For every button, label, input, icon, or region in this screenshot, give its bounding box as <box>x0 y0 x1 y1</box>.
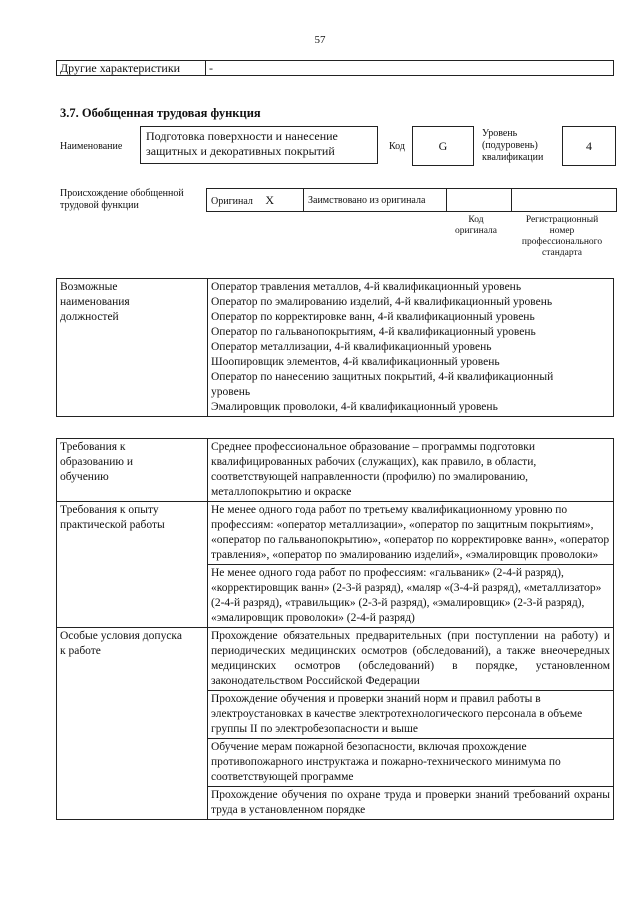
list-item: Оператор по эмалированию изделий, 4-й квалификационный уровень <box>211 296 553 308</box>
requirements-table <box>56 438 614 820</box>
table-row <box>57 628 614 691</box>
origin-table <box>206 188 617 212</box>
gtf-level-box: 4 <box>562 126 616 166</box>
list-item: Оператор по гальванопокрытиям, 4-й квалификационный уровень <box>211 326 536 338</box>
education-text: Среднее профессиональное образование – программы подготовки квалифицированных рабочих (служащих), как правило, в области, соответствующей направленности (профилю) по эмалированию, металлопокрытию и окраске <box>208 439 614 502</box>
registration-number-cell <box>512 189 617 212</box>
list-item: Шоопировщик элементов, 4-й квалификационный уровень <box>211 356 500 368</box>
list-item: Оператор по нанесению защитных покрытий, 4-й квалификационный <box>211 371 554 383</box>
original-label: Оригинал <box>211 195 253 207</box>
name-label: Наименование <box>60 141 123 152</box>
other-characteristics-table <box>56 60 614 76</box>
code-label: Код <box>389 141 405 152</box>
special-text-3: Обучение мерам пожарной безопасности, включая прохождение противопожарного инструктажа и пожарно-технического минимума по соответствующей программе <box>208 739 614 787</box>
special-text-4: Прохождение обучения по охране труда и проверки знаний требований охраны труда в установленном порядке <box>208 787 614 820</box>
gtf-name-line-1: Подготовка поверхности и нанесение <box>146 129 338 143</box>
other-characteristics-label: Другие характеристики <box>57 61 206 76</box>
list-item: Оператор металлизации, 4-й квалификационный уровень <box>211 341 492 353</box>
experience-text-1: Не менее одного года работ по третьему квалификационному уровню по профессиям: «оператор металлизации», «оператор по защитным покрытиям», «оператор по гальванопокрытию», «оператор по корректировке ванн», «оператор травления», «оператор по эмалированию изделий», «эмалировщик проволоки» <box>208 502 614 565</box>
table-row <box>57 502 614 565</box>
borrowed-label: Заимствовано из оригинала <box>304 189 447 212</box>
list-item: Оператор по корректировке ванн, 4-й квалификационный уровень <box>211 311 535 323</box>
education-label: Требования к образованию и обучению <box>57 439 208 502</box>
experience-label: Требования к опыту практической работы <box>57 502 208 628</box>
gtf-name-box <box>140 126 378 164</box>
page-number: 57 <box>314 34 326 46</box>
gtf-name-line-2: защитных и декоративных покрытий <box>146 144 335 158</box>
registration-caption: Регистрационный номер профессионального стандарта <box>521 215 603 258</box>
gtf-code-box: G <box>412 126 474 166</box>
special-conditions-label: Особые условия допуска к работе <box>57 628 208 820</box>
positions-label: Возможные наименования должностей <box>57 279 208 417</box>
positions-table <box>56 278 614 417</box>
original-code-cell <box>447 189 512 212</box>
special-text-1: Прохождение обязательных предварительных (при поступлении на работу) и периодических медицинских осмотров (обследований), а также внеочередных медицинских осмотров (обследований) в порядке, установленном законодательством Российской Федерации <box>208 628 614 691</box>
level-label: Уровень (подуровень) квалификации <box>482 128 544 163</box>
origin-original-cell <box>207 189 304 212</box>
other-characteristics-value: - <box>206 61 614 76</box>
positions-list <box>208 279 614 417</box>
section-title: 3.7. Обобщенная трудовая функция <box>60 106 261 120</box>
list-item: Оператор травления металлов, 4-й квалификационный уровень <box>211 281 522 293</box>
code-caption: Код оригинала <box>455 215 497 236</box>
table-row <box>57 439 614 502</box>
list-item: Эмалировщик проволоки, 4-й квалификационный уровень <box>211 401 498 413</box>
experience-text-2: Не менее одного года работ по профессиям: «гальваник» (2-4-й разряд), «корректировщик ванн» (2-3-й разряд), «маляр «(3-4-й разряд), «металлизатор» (2-4-й разряд), «травильщик» (2-3-й разряд), «эмалировщик» (2-3-й разряд), «эмалировщик проволоки» (2-4-й разряд) <box>208 565 614 628</box>
original-mark: X <box>265 192 275 207</box>
special-text-2: Прохождение обучения и проверки знаний норм и правил работы в электроустановках в качестве электротехнологического персонала в объеме группы II по электробезопасности и выше <box>208 691 614 739</box>
list-item: уровень <box>211 386 251 398</box>
origin-label: Происхождение обобщенной трудовой функции <box>60 188 184 211</box>
